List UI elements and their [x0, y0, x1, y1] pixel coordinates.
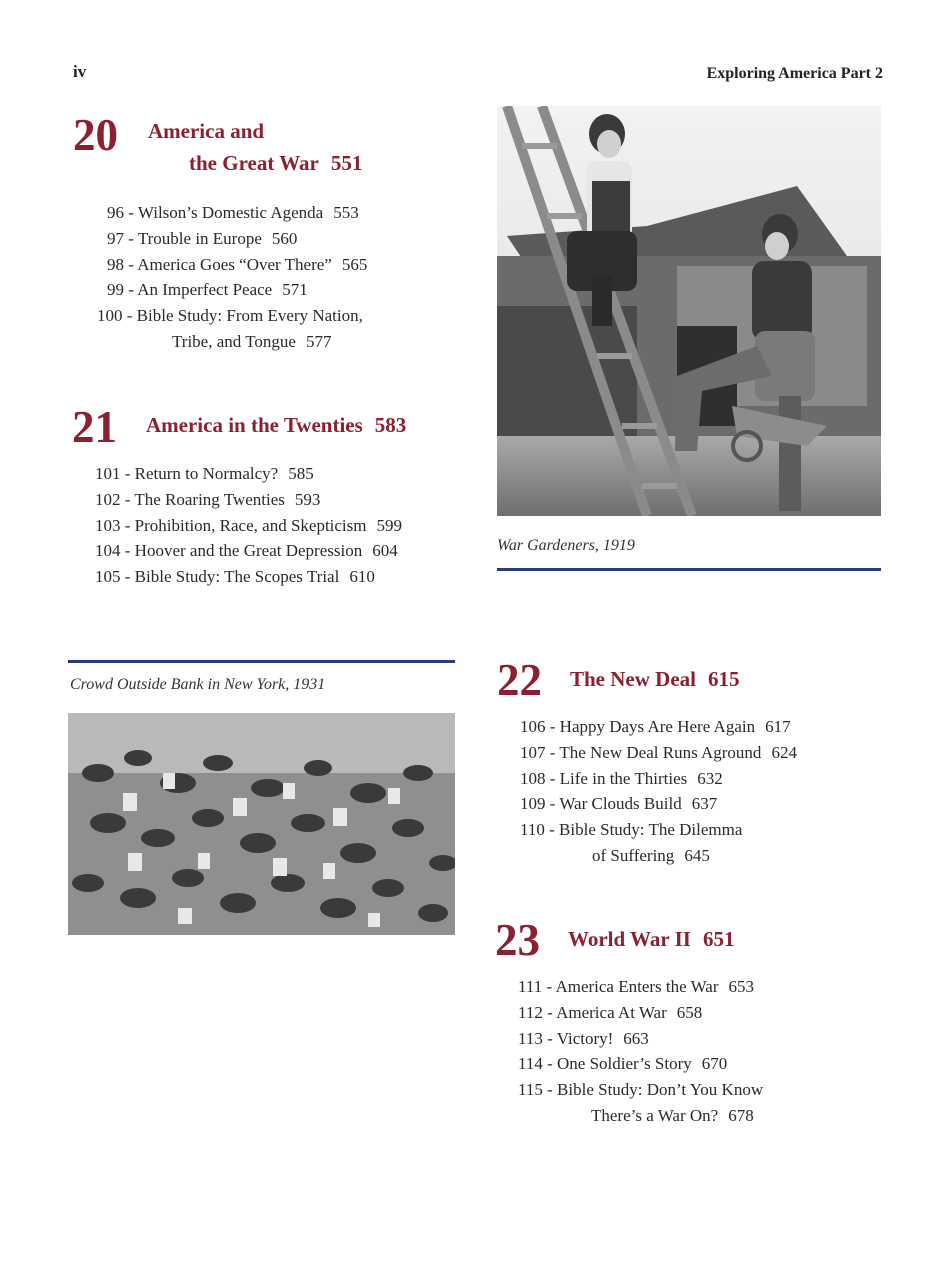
lesson-label: 104 - Hoover and the Great Depression: [95, 541, 363, 561]
caption-rule: [497, 568, 881, 571]
lesson-item[interactable]: [520, 714, 797, 740]
lesson-page: 632: [697, 768, 723, 788]
unit-title-text: World War II: [568, 927, 691, 951]
lesson-label: 108 - Life in the Thirties: [520, 768, 688, 788]
lesson-label: 111 - America Enters the War: [518, 977, 719, 996]
lesson-item[interactable]: [95, 538, 402, 564]
lesson-label: 115 - Bible Study: Don’t You Know: [518, 1080, 764, 1100]
crowd-bank-caption: Crowd Outside Bank in New York, 1931: [70, 676, 326, 693]
lesson-label: 96 - Wilson’s Domestic Agenda: [107, 203, 324, 222]
unit-number: 22: [497, 655, 542, 705]
caption-rule: [68, 660, 455, 663]
war-gardeners-photo: [497, 106, 881, 516]
unit-title: [568, 924, 734, 954]
lesson-item[interactable]: [97, 303, 367, 329]
lesson-page: 565: [341, 254, 368, 274]
unit-22-lessons: [520, 714, 797, 869]
unit-page: 583: [374, 413, 407, 437]
lesson-label: of Suffering: [592, 845, 675, 865]
lesson-page: 553: [333, 203, 359, 222]
lesson-label: 98 - America Goes “Over There”: [107, 254, 332, 274]
lesson-item[interactable]: [518, 1000, 763, 1026]
lesson-item[interactable]: [518, 1077, 763, 1103]
lesson-item[interactable]: [107, 226, 367, 252]
unit-number: 21: [72, 402, 117, 452]
crowd-bank-photo: [68, 713, 455, 935]
lesson-label: 114 - One Soldier’s Story: [518, 1054, 692, 1074]
unit-number: 23: [495, 915, 540, 965]
lesson-item[interactable]: [518, 1026, 763, 1052]
unit-23-lessons: [518, 974, 763, 1129]
lesson-item[interactable]: [520, 766, 797, 792]
lesson-page: 670: [701, 1054, 728, 1074]
unit-title-text: the Great War: [189, 151, 319, 175]
lesson-page: 653: [728, 977, 755, 996]
lesson-item[interactable]: [520, 791, 797, 817]
lesson-item[interactable]: [107, 277, 367, 303]
lesson-label: 100 - Bible Study: From Every Nation,: [97, 306, 363, 326]
lesson-label: There’s a War On?: [591, 1105, 719, 1125]
unit-20-lessons: [97, 200, 368, 355]
war-gardeners-image: [497, 106, 881, 516]
unit-title-line2: [189, 148, 362, 178]
lesson-item[interactable]: [95, 564, 402, 590]
lesson-label: 105 - Bible Study: The Scopes Trial: [95, 567, 340, 587]
lesson-item[interactable]: [95, 513, 402, 539]
unit-number: 20: [73, 110, 118, 160]
lesson-label: 99 - An Imperfect Peace: [107, 280, 273, 300]
lesson-label: 107 - The New Deal Runs Aground: [520, 742, 762, 762]
lesson-page: 617: [765, 717, 791, 736]
lesson-page: 678: [728, 1105, 754, 1125]
lesson-label: 101 - Return to Normalcy?: [95, 464, 279, 483]
lesson-item[interactable]: [520, 817, 797, 843]
lesson-item[interactable]: [95, 461, 402, 487]
unit-page: 651: [702, 927, 735, 951]
lesson-page: 645: [684, 845, 710, 865]
lesson-page: 610: [349, 567, 375, 587]
unit-page: 551: [330, 151, 363, 175]
unit-title: [146, 410, 406, 440]
lesson-label: 106 - Happy Days Are Here Again: [520, 717, 756, 736]
lesson-page: 663: [623, 1028, 649, 1048]
lesson-page: 577: [305, 331, 332, 351]
unit-page: 615: [707, 667, 740, 691]
book-title: Exploring America Part 2: [706, 65, 883, 82]
lesson-item[interactable]: [518, 1051, 763, 1077]
lesson-page: 593: [294, 489, 321, 509]
lesson-page: 658: [676, 1002, 703, 1022]
lesson-label: 113 - Victory!: [518, 1028, 614, 1048]
page-number: iv: [73, 62, 87, 81]
lesson-page: 560: [271, 228, 298, 248]
lesson-item[interactable]: [107, 200, 367, 226]
lesson-item[interactable]: [107, 252, 367, 278]
lesson-page: 624: [771, 742, 797, 762]
lesson-item-continued[interactable]: [518, 1103, 763, 1129]
lesson-item-continued[interactable]: [107, 329, 367, 355]
lesson-label: 110 - Bible Study: The Dilemma: [520, 820, 743, 840]
lesson-item[interactable]: [518, 974, 763, 1000]
lesson-item-continued[interactable]: [520, 843, 797, 869]
crowd-bank-image: [68, 713, 455, 935]
unit-21-lessons: [95, 461, 402, 590]
unit-title-line1: America and: [148, 119, 265, 143]
lesson-label: 97 - Trouble in Europe: [107, 228, 262, 248]
unit-title-text: The New Deal: [570, 667, 696, 691]
lesson-page: 604: [372, 541, 398, 561]
war-gardeners-caption: War Gardeners, 1919: [497, 537, 635, 554]
lesson-label: 112 - America At War: [518, 1002, 667, 1022]
lesson-page: 571: [282, 280, 308, 300]
lesson-label: 103 - Prohibition, Race, and Skepticism: [95, 515, 367, 535]
lesson-item[interactable]: [95, 487, 402, 513]
lesson-item[interactable]: [520, 740, 797, 766]
unit-title-text: America in the Twenties: [146, 413, 363, 437]
unit-title: [570, 664, 739, 694]
lesson-label: 109 - War Clouds Build: [520, 794, 682, 814]
lesson-label: Tribe, and Tongue: [172, 331, 296, 351]
lesson-page: 599: [376, 515, 402, 535]
lesson-label: 102 - The Roaring Twenties: [95, 489, 285, 509]
lesson-page: 637: [691, 794, 718, 814]
lesson-page: 585: [288, 464, 314, 483]
